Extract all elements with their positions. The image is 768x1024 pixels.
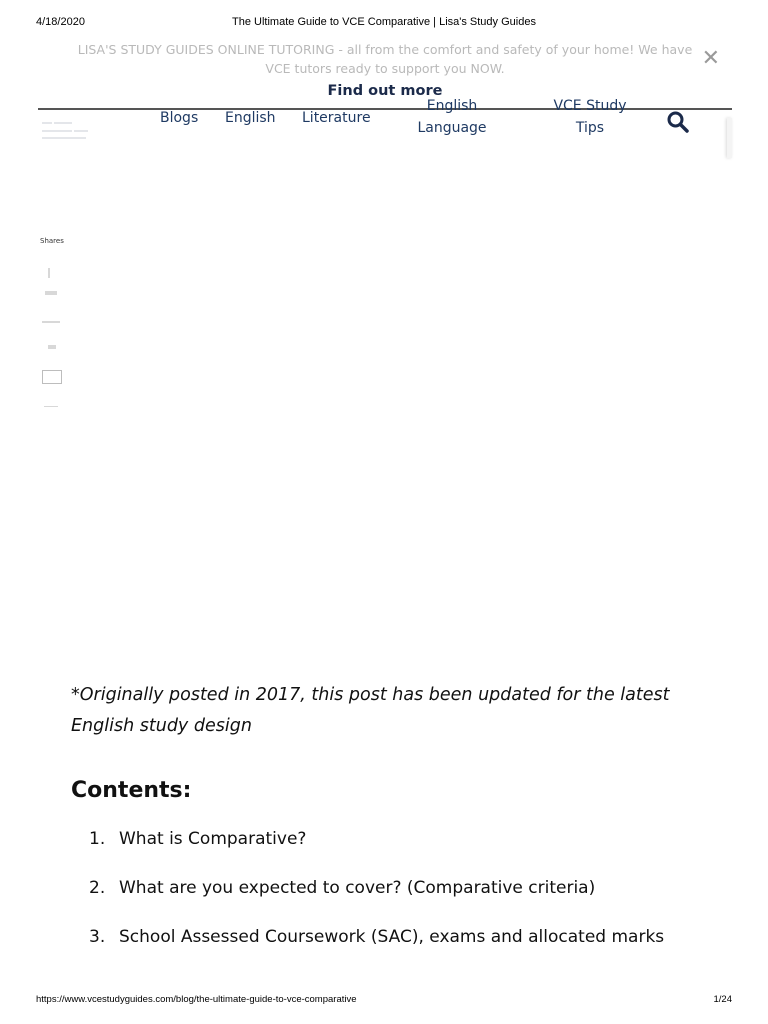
nav-item-english[interactable]: English bbox=[225, 110, 276, 126]
linkedin-icon[interactable] bbox=[42, 321, 60, 323]
page-url: https://www.vcestudyguides.com/blog/the-ultimate-guide-to-vce-comparative bbox=[36, 994, 357, 1005]
article-content bbox=[71, 680, 711, 976]
toc-text: School Assessed Coursework (SAC), exams and allocated marks bbox=[119, 927, 665, 947]
shares-label: Shares bbox=[40, 237, 64, 245]
close-icon[interactable]: ✕ bbox=[701, 46, 720, 71]
toc-item[interactable] bbox=[71, 829, 711, 878]
table-of-contents bbox=[71, 829, 711, 976]
nav-edge-shadow bbox=[727, 118, 732, 158]
toc-number: 3. bbox=[89, 927, 106, 947]
print-footer bbox=[36, 994, 732, 1008]
toc-number: 2. bbox=[89, 878, 106, 898]
nav-item-english-language[interactable] bbox=[416, 95, 488, 139]
toc-text: What is Comparative? bbox=[119, 829, 307, 849]
nav-label-line1: VCE Study bbox=[553, 98, 627, 114]
nav-item-vce-study-tips[interactable] bbox=[546, 95, 634, 139]
print-date: 4/18/2020 bbox=[36, 16, 85, 28]
print-header bbox=[36, 16, 732, 30]
more-share-icon[interactable] bbox=[44, 406, 58, 407]
contents-heading: Contents: bbox=[71, 778, 192, 803]
search-icon[interactable] bbox=[666, 110, 690, 138]
main-nav bbox=[38, 98, 732, 168]
site-logo[interactable] bbox=[40, 116, 90, 142]
toc-item[interactable] bbox=[71, 927, 711, 976]
nav-label-line1: English bbox=[426, 98, 478, 114]
page-number: 1/24 bbox=[713, 994, 732, 1005]
toc-item[interactable] bbox=[71, 878, 711, 927]
twitter-icon[interactable] bbox=[45, 291, 57, 295]
banner-message: LISA'S STUDY GUIDES ONLINE TUTORING - all from the comfort and safety of your home! We have VCE tutors ready to support you NOW. bbox=[77, 42, 693, 76]
email-icon[interactable] bbox=[42, 370, 62, 384]
nav-item-literature[interactable]: Literature bbox=[302, 110, 371, 126]
toc-text: What are you expected to cover? (Comparative criteria) bbox=[119, 878, 596, 898]
nav-label-line2: Language bbox=[417, 120, 487, 136]
nav-label-line2: Tips bbox=[575, 120, 605, 136]
update-note: *Originally posted in 2017, this post has been updated for the latest English study design bbox=[71, 685, 670, 736]
print-page-title: The Ultimate Guide to VCE Comparative | Lisa's Study Guides bbox=[232, 16, 536, 28]
nav-item-blogs[interactable]: Blogs bbox=[160, 110, 199, 126]
toc-number: 1. bbox=[89, 829, 106, 849]
facebook-icon[interactable] bbox=[48, 268, 50, 278]
find-out-more-link[interactable]: Find out more bbox=[327, 83, 443, 99]
pinterest-icon[interactable] bbox=[48, 345, 56, 349]
